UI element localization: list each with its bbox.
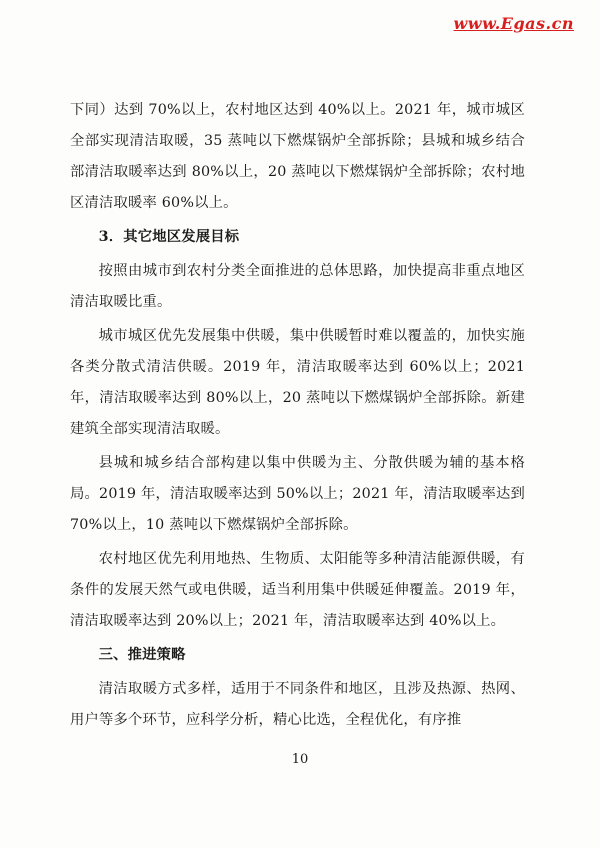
paragraph: 下同）达到 70%以上，农村地区达到 40%以上。2021 年，城市城区全部实现清洁取暖，35 蒸吨以下燃煤锅炉全部拆除；县城和城乡结合部清洁取暖率达到 80%以上，20 蒸吨以下燃煤锅炉全部拆除；农村地区清洁取暖率 60%以上。 bbox=[70, 102, 525, 211]
page-number: 10 bbox=[291, 752, 309, 767]
section-heading: 三、推进策略 bbox=[98, 647, 186, 663]
watermark-text: www.Egas.cn bbox=[453, 14, 574, 33]
paragraph: 按照由城市到农村分类全面推进的总体思路，加快提高非重点地区清洁取暖比重。 bbox=[70, 263, 525, 310]
paragraph: 农村地区优先利用地热、生物质、太阳能等多种清洁能源供暖，有条件的发展天然气或电供暖，适当利用集中供暖延伸覆盖。2019 年，清洁取暖率达到 20%以上；2021 年，清洁取暖率达到 40%以上。 bbox=[70, 551, 525, 629]
section-heading: 3．其它地区发展目标 bbox=[98, 229, 240, 245]
paragraph: 清洁取暖方式多样，适用于不同条件和地区，且涉及热源、热网、用户等多个环节，应科学分析，精心比选，全程优化，有序推 bbox=[70, 681, 525, 728]
document-body bbox=[70, 95, 525, 739]
paragraph: 城市城区优先发展集中供暖，集中供暖暂时难以覆盖的，加快实施各类分散式清洁供暖。2019 年，清洁取暖率达到 60%以上；2021 年，清洁取暖率达到 80%以上，20 蒸吨以下燃煤锅炉全部拆除。新建建筑全部实现清洁取暖。 bbox=[70, 328, 525, 437]
paragraph: 县城和城乡结合部构建以集中供暖为主、分散供暖为辅的基本格局。2019 年，清洁取暖率达到 50%以上；2021 年，清洁取暖率达到 70%以上，10 蒸吨以下燃煤锅炉全部拆除。 bbox=[70, 455, 525, 533]
